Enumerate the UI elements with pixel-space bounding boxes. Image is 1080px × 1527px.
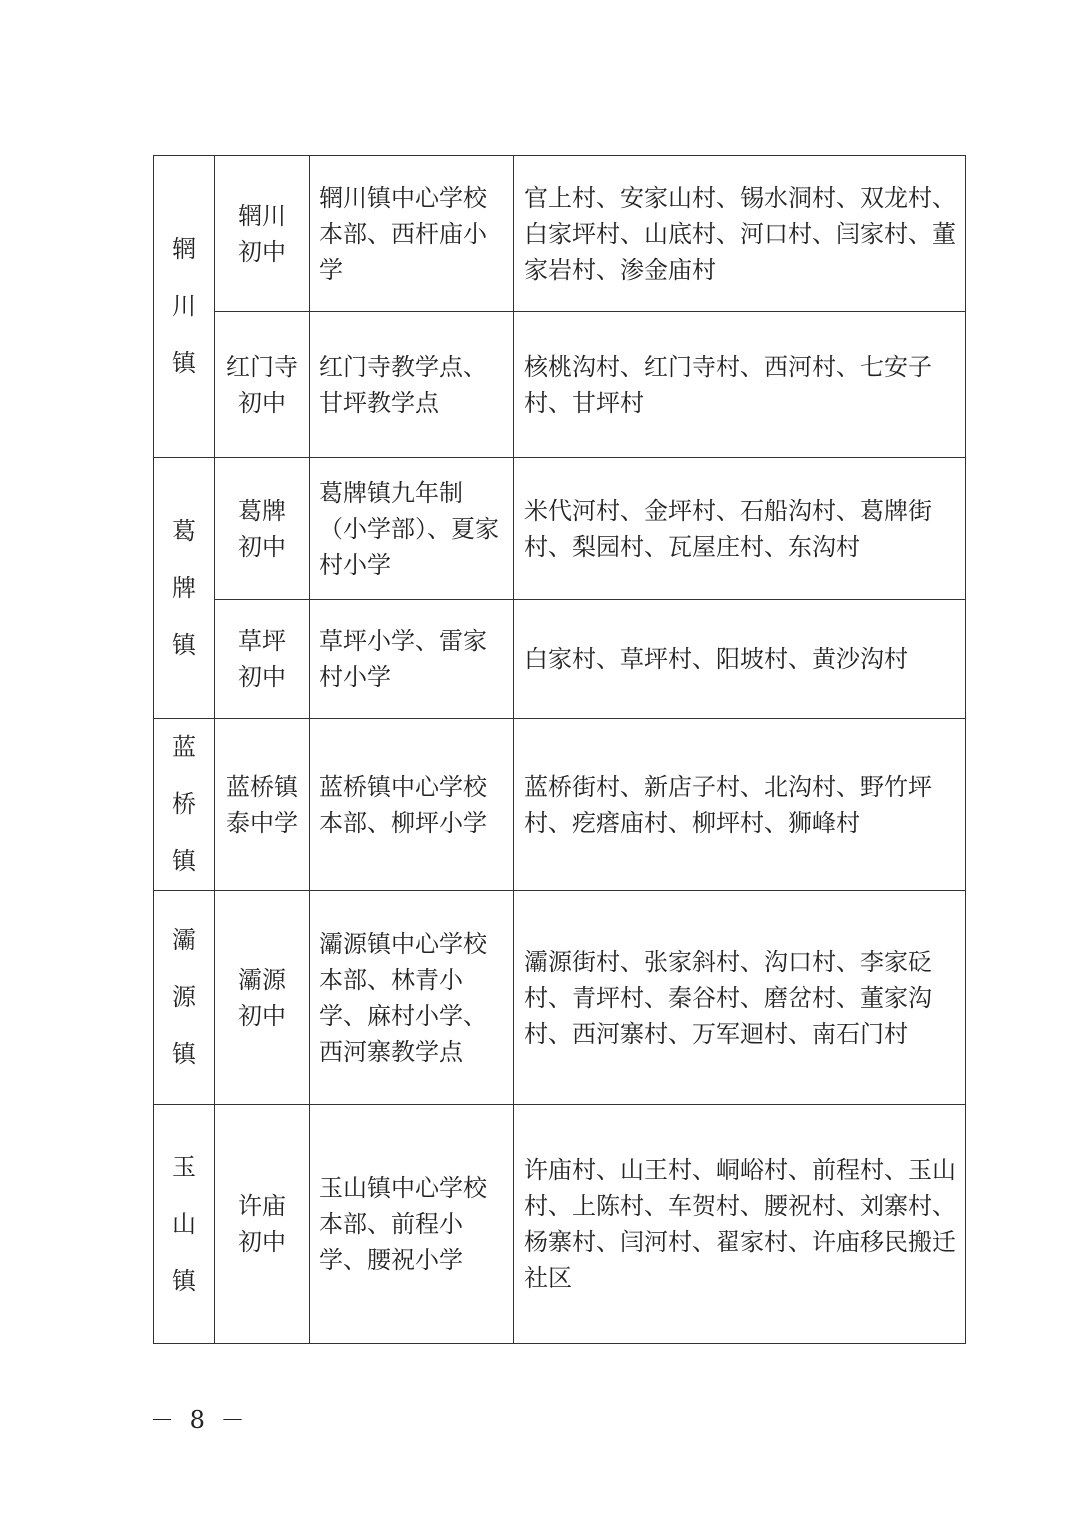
town-cell: [154, 1105, 215, 1344]
middle-school-name: 许庙 初中: [238, 1192, 286, 1256]
villages-cell: [514, 312, 966, 458]
primary-schools-text: 葛牌镇九年制（小学部）、夏家村小学: [319, 478, 499, 579]
primary-schools-text: 辋川镇中心学校本部、西杆庙小学: [319, 183, 487, 284]
villages-text: 灞源街村、张家斜村、沟口村、李家砭村、青坪村、秦谷村、磨岔村、董家沟村、西河寨村、万军迴村、南石门村: [524, 947, 932, 1048]
school-district-table: [153, 155, 966, 1344]
middle-school-cell: [215, 891, 310, 1105]
town-cell: [154, 156, 215, 458]
villages-text: 米代河村、金坪村、石船沟村、葛牌街村、梨园村、瓦屋庄村、东沟村: [524, 496, 932, 561]
primary-schools-cell: [310, 719, 514, 891]
primary-schools-cell: [310, 891, 514, 1105]
middle-school-cell: [215, 156, 310, 312]
primary-schools-text: 蓝桥镇中心学校本部、柳坪小学: [319, 772, 487, 837]
town-cell: [154, 719, 215, 891]
primary-schools-text: 红门寺教学点、甘坪教学点: [319, 352, 487, 417]
middle-school-name: 辋川 初中: [238, 201, 286, 266]
primary-schools-text: 灞源镇中心学校本部、林青小学、麻村小学、西河寨教学点: [319, 929, 487, 1066]
primary-schools-cell: [310, 156, 514, 312]
villages-cell: [514, 600, 966, 719]
primary-schools-cell: [310, 458, 514, 600]
middle-school-name: 蓝桥镇 泰中学: [226, 772, 298, 837]
villages-text: 核桃沟村、红门寺村、西河村、七安子村、甘坪村: [524, 352, 932, 417]
villages-cell: [514, 1105, 966, 1344]
primary-schools-text: 草坪小学、雷家村小学: [319, 627, 487, 691]
town-cell: [154, 458, 215, 719]
table-row: [154, 891, 966, 1105]
middle-school-name: 红门寺 初中: [226, 352, 298, 417]
villages-cell: [514, 891, 966, 1105]
town-name: 辋 川 镇: [172, 235, 196, 377]
table-row: [154, 312, 966, 458]
villages-cell: [514, 156, 966, 312]
town-name: 葛 牌 镇: [172, 516, 196, 659]
town-cell: [154, 891, 215, 1105]
middle-school-cell: [215, 719, 310, 891]
primary-schools-cell: [310, 1105, 514, 1344]
table-row: [154, 719, 966, 891]
villages-text: 官上村、安家山村、锡水洞村、双龙村、白家坪村、山底村、河口村、闫家村、董家岩村、渗金庙村: [524, 183, 956, 284]
primary-schools-text: 玉山镇中心学校本部、前程小学、腰祝小学: [319, 1174, 487, 1274]
page-number: － 8 －: [150, 1406, 249, 1434]
town-name: 蓝 桥 镇: [172, 733, 196, 875]
table-row: [154, 1105, 966, 1344]
villages-cell: [514, 458, 966, 600]
table-row: [154, 600, 966, 719]
villages-text: 许庙村、山王村、峒峪村、前程村、玉山村、上陈村、车贺村、腰祝村、刘寨村、杨寨村、闫河村、翟家村、许庙移民搬迁社区: [524, 1156, 956, 1292]
villages-text: 白家村、草坪村、阳坡村、黄沙沟村: [524, 645, 908, 673]
villages-cell: [514, 719, 966, 891]
middle-school-name: 灞源 初中: [238, 965, 286, 1030]
table-row: [154, 156, 966, 312]
middle-school-cell: [215, 1105, 310, 1344]
middle-school-name: 葛牌 初中: [238, 496, 286, 561]
middle-school-cell: [215, 458, 310, 600]
middle-school-cell: [215, 312, 310, 458]
primary-schools-cell: [310, 312, 514, 458]
villages-text: 蓝桥街村、新店子村、北沟村、野竹坪村、疙瘩庙村、柳坪村、狮峰村: [524, 772, 932, 837]
town-name: 灞 源 镇: [172, 926, 196, 1068]
middle-school-cell: [215, 600, 310, 719]
town-name: 玉 山 镇: [172, 1152, 196, 1295]
table-row: [154, 458, 966, 600]
primary-schools-cell: [310, 600, 514, 719]
middle-school-name: 草坪 初中: [238, 627, 286, 691]
